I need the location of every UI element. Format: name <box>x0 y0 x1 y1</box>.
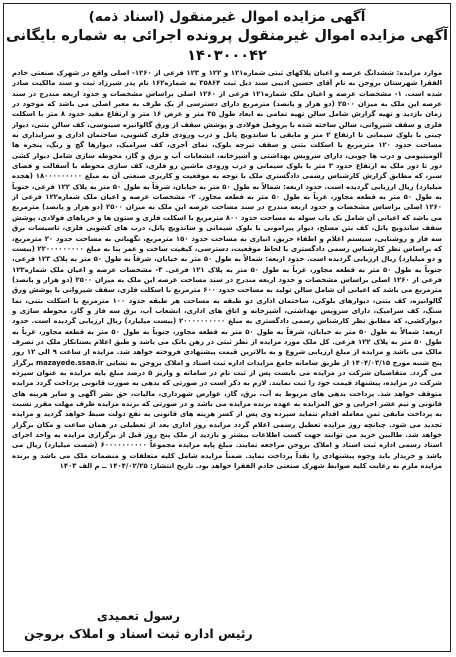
notice-body-text: موارد مزایده: ششدانگ عرصه و اعیان پلاکهای ثبتی شماره۱۲۱ و ۱۲۲ و ۱۲۳ فرعی از ۱۲۶۰- اصلی واقع در شهرک صنعتی خادم الفقرا شهرستان بروجن به نام آقای حسین ادیبی سند ذیل ثبت ۳۵۸۶۴ به شماره۱۶۲ تام پدر شیرزاد ثبت و سند مالکیت صادر شده است. ۱- مشخصات عرصه و اعیان ملک شماره۱۲۱ فرعی از ۱۲۶۰ اصلی براساس مشخصات و حدود اربعه مندرج در سند عرصه این ملک به میزان ۲۵۰۰ (دو هزار و پانصد) مترمربع دارای دسترسی از یک طرف به معبر اصلی می باشد که موجود در زمان بازدید و تهیه گزارش شامل سالن تهیه تمامی به ابعاد طول ۳۵ متر و عرض ۱۶ متر و ارتفاع مفید حدود ۸ متر با اسکلت فلزی و سقف شیروانی، سالن ساخته شده با پروفیل فولادی و پوشش سقف از ورق گالوانیزه سینوسی، کف سالن بتنی، دیوار چینی با بلوک سیمانی تا ارتفاع ۲ متر و مابقی با ساندویچ پانل و درب ورودی فلزی کشویی، ساختمان اداری و سرایداری به مساحت حدود ۱۲۰ مترمربع با اسکلت بتنی و سقف تیرچه بلوک، نمای آجری، کف سرامیک، دیوارها گچ و رنگ، پنجره ها آلومینیومی و درب ها چوبی، دارای سرویس بهداشتی و آشپزخانه، انشعابات آب و برق و گاز، محوطه سازی شامل دیوار کشی دور تا دور ملک به ارتفاع حدود ۳ متر با بلوک سیمانی و درب ورودی ماشین رو فلزی، کف سازی محوطه با آسفالت و فضای سبز، که مطابق گزارش کارشناس رسمی دادگستری ملک با توجه به موقعیت و کاربری صنعتی آن به مبلغ ۱۸۰۰۰۰۰۰۰۰۰ (هجده میلیارد) ریال ارزیابی گردیده است. حدود اربعه: شمالاً به طول ۵۰ متر به خیابان، شرقاً به طول ۵۰ متر به پلاک ۱۲۲ فرعی، جنوباً به طول ۵۰ متر به قطعه مجاور، غرباً به طول ۵۰ متر به قطعه مجاور. ۲- مشخصات عرصه و اعیان ملک شماره۱۲۲ فرعی از ۱۲۶۰ اصلی براساس مشخصات و حدود اربعه مندرج در سند مساحت عرصه این ملک به میزان ۲۵۰۰ (دو هزار و پانصد) مترمربع می باشد که اعیانی آن شامل یک باب سوله به مساحت حدود ۸۰۰ مترمربع با اسکلت فلزی و ستون ها و خرپاهای فولادی، پوشش سقف ساندویچ پانل، کف بتن مسلح، دیوار پیرامونی با بلوک سیمانی و ساندویچ پانل، درب های کشویی فلزی، تاسیسات برق سه فاز و روشنایی، سیستم اعلام و اطفاء حریق، انباری به مساحت حدود ۱۵۰ مترمربع، نگهبانی به مساحت حدود ۲۰ مترمربع، که براساس نظر کارشناس رسمی دادگستری با لحاظ موقعیت، دسترسی، کیفیت ساخت و عمر بنا به مبلغ ۲۲۰۰۰۰۰۰۰۰۰ (بیست و دو میلیارد) ریال ارزیابی گردیده است. حدود اربعه: شمالاً به طول ۵۰ متر به خیابان، شرقاً به طول ۵۰ متر به پلاک ۱۲۳ فرعی، جنوباً به طول ۵۰ متر به قطعه مجاور، غرباً به طول ۵۰ متر به پلاک ۱۲۱ فرعی. ۳- مشخصات عرصه و اعیان ملک شماره۱۲۳ فرعی از ۱۲۶۰ اصلی براساس مشخصات و حدود اربعه مندرج در سند مساحت عرصه این ملک به میزان ۲۵۰۰ (دو هزار و پانصد) مترمربع می باشد که اعیانی آن شامل سالن تولید به مساحت حدود ۶۰۰ مترمربع با اسکلت فلزی، سقف شیروانی با پوشش ورق گالوانیزه، کف بتنی، دیوارهای بلوکی، ساختمان اداری دو طبقه به مساحت هر طبقه حدود ۱۰۰ مترمربع با اسکلت بتنی، نما سنگ، کف سرامیک، دارای سرویس بهداشتی، آشپزخانه و اتاق های اداری، انشعاب آب، برق سه فاز و گاز، محوطه سازی و دیوارکشی، که مطابق نظر کارشناس رسمی دادگستری به مبلغ ۲۰۰۰۰۰۰۰۰۰۰ (بیست میلیارد) ریال ارزیابی گردیده است. حدود اربعه: شمالاً به طول ۵۰ متر به خیابان، شرقاً به طول ۵۰ متر به قطعه مجاور، جنوباً به طول ۵۰ متر به قطعه مجاور، غرباً به طول ۵۰ متر به پلاک ۱۲۲ فرعی. کل ملک مورد مزایده از نظر ثبتی در رهن بانک می باشد و طبق اعلام بستانکار ملک در تصرف مالک می باشد و مزایده از مبلغ ارزیابی شروع و به بالاترین قیمت پیشنهادی فروخته خواهد شد. مزایده از ساعت ۹ الی ۱۲ روز پنج شنبه مورخ ۱۴۰۴/۰۳/۱۵ از طریق سامانه جامع مزایدات اداره ثبت اسناد و املاک بروجن به نشانی mazayede.ssaa.ir برگزار می گردد. متقاضیان شرکت در مزایده می بایست پس از ثبت نام در سامانه و واریز ۵ درصد مبلغ پایه مزایده به عنوان سپرده شرکت در مزایده، پیشنهاد قیمت خود را ثبت نمایند. لازم به ذکر است در صورتی که بدهی به صورت قانونی پرداخت گردد مزایده متوقف خواهد شد. پرداخت بدهی های مربوط به آب، برق، گاز، عوارض شهرداری، مالیات، حق نشر آگهی و سایر هزینه های قانونی و نیم عشر اجرایی و حق المزایده به عهده برنده مزایده می باشد و در صورتی که برنده مزایده ظرف مهلت مقرر نسبت به پرداخت مابقی ثمن معامله اقدام ننماید سپرده وی پس از کسر هزینه های قانونی به نفع دولت ضبط خواهد گردید و مزایده تجدید می شود. چنانچه روز مزایده تعطیل رسمی اعلام گردد مزایده روز اداری بعد از تعطیلی در همان ساعت و مکان برگزار خواهد شد. طالبین خرید می توانند جهت کسب اطلاعات بیشتر و بازدید از ملک پنج روز قبل از برگزاری مزایده به واحد اجرای اسناد رسمی اداره ثبت اسناد و املاک بروجن مراجعه نمایند. مبلغ پایه مزایده مجموعاً ۶۰۰۰۰۰۰۰۰۰۰ (شصت میلیارد) ریال می باشد و خریدار باید وجوه پیشنهادی را نقداً پرداخت نماید. ضمناً مزایده شامل کلیه متعلقات و منضمات ملک می باشد و برنده مزایده ملزم به رعایت کلیه ضوابط شهرک صنعتی خادم الفقرا خواهد بود. تاریخ انتشار: ۱۴۰۴/۰۲/۲۵ ــ م الف ۱۴۰۳ <box>12 69 442 471</box>
notice-title: آگهی مزایده اموال غیرمنقول (اسناد ذمه) <box>88 9 366 25</box>
signer-name: رسول تعمیدی <box>96 609 180 623</box>
signer-role: رئیس اداره ثبت اسناد و املاک بروجن <box>24 626 253 641</box>
notice-subtitle: آگهی مزایده اموال غیرمنقول پرونده اجرائی به شماره بایگانی ۱۴۰۳۰۰۰۴۲ <box>5 28 449 64</box>
signature-block <box>24 608 253 643</box>
notice-body <box>12 68 442 616</box>
notice-header <box>4 4 450 66</box>
auction-notice <box>3 3 451 652</box>
